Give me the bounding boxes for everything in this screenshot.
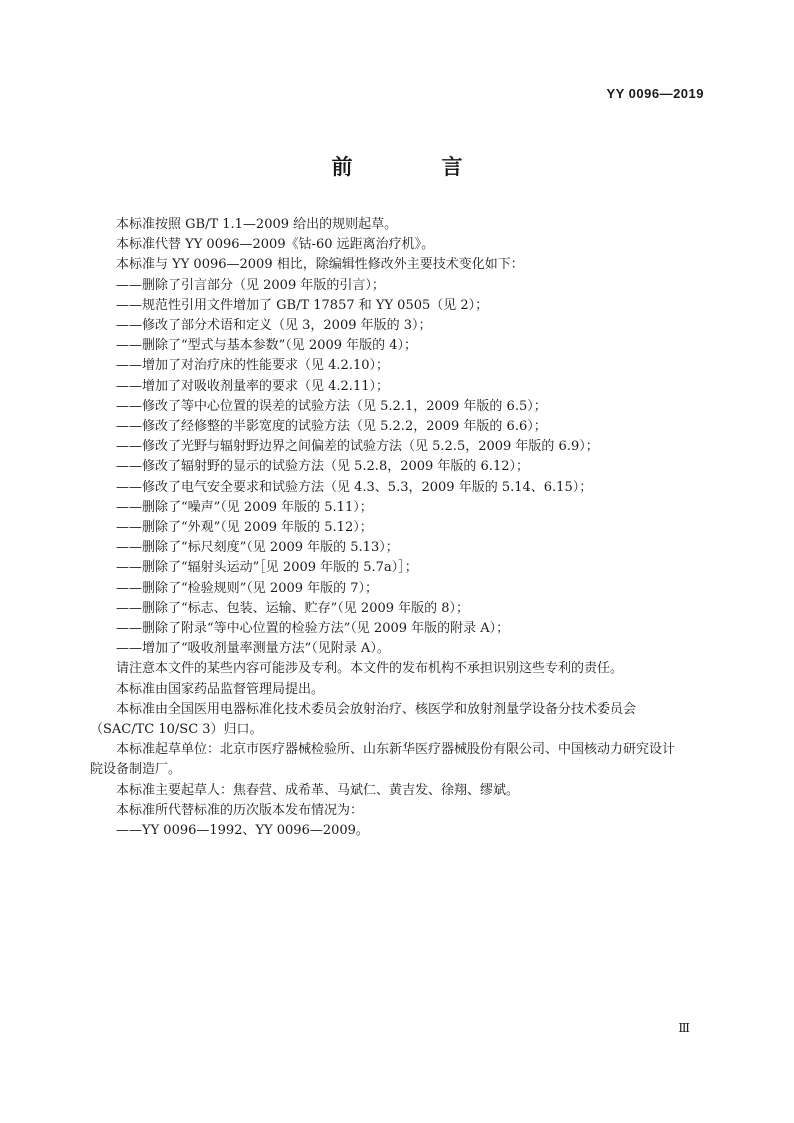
paragraph: 本标准由全国医用电器标准化技术委员会放射治疗、核医学和放射剂量学设备分技术委员会	[116, 701, 637, 717]
paragraph: 本标准按照 GB/T 1.1—2009 给出的规则起草。	[116, 217, 398, 232]
list-item: ——增加了对吸收剂量率的要求（见 4.2.11）；	[116, 378, 389, 394]
list-item: ——删除了“标志、包装、运输、贮存”（见 2009 年版的 8）；	[116, 600, 470, 616]
list-item: ——规范性引用文件增加了 GB/T 17857 和 YY 0505（见 2）；	[116, 297, 489, 313]
list-item: ——增加了对治疗床的性能要求（见 4.2.10）；	[116, 358, 389, 374]
page-number: Ⅲ	[678, 1021, 690, 1035]
foreword-body	[90, 215, 712, 841]
list-item: ——删除了“辐射头运动”［见 2009 年版的 5.7a）］；	[116, 560, 418, 576]
paragraph: 请注意本文件的某些内容可能涉及专利。本文件的发布机构不承担识别这些专利的责任。	[116, 661, 624, 677]
list-item: ——删除了“噪声”（见 2009 年版的 5.11）；	[116, 499, 373, 515]
list-item: ——修改了经修整的半影宽度的试验方法（见 5.2.2，2009 年版的 6.6）；	[116, 419, 547, 435]
list-item: ——修改了部分术语和定义（见 3，2009 年版的 3）；	[116, 318, 432, 334]
list-item: ——修改了等中心位置的误差的试验方法（见 5.2.1，2009 年版的 6.5）；	[116, 398, 547, 414]
paragraph: 本标准代替 YY 0096—2009《钴-60 远距离治疗机》。	[116, 237, 435, 253]
list-item: ——修改了电气安全要求和试验方法（见 4.3、5.3，2009 年版的 5.14、6.15）；	[116, 479, 593, 495]
list-item: ——修改了辐射野的显示的试验方法（见 5.2.8，2009 年版的 6.12）；	[116, 459, 530, 475]
paragraph: 本标准起草单位：北京市医疗器械检验所、山东新华医疗器械股份有限公司、中国核动力研究设计	[116, 742, 676, 758]
paragraph-continuation: （SAC/TC 10/SC 3）归口。	[90, 722, 263, 738]
page-title: 前 言	[331, 155, 497, 179]
paragraph-continuation: 院设备制造厂。	[90, 762, 182, 778]
list-item: ——删除了“外观”（见 2009 年版的 5.12）；	[116, 520, 373, 536]
list-item: ——修改了光野与辐射野边界之间偏差的试验方法（见 5.2.5，2009 年版的 6.9）；	[116, 439, 599, 455]
list-item: ——增加了“吸收剂量率测量方法”（见附录 A）。	[116, 641, 390, 657]
list-item: ——删除了引言部分（见 2009 年版的引言）；	[116, 277, 385, 293]
list-item: ——删除了“检验规则”（见 2009 年版的 7）；	[116, 580, 379, 596]
list-item: ——删除了“型式与基本参数”（见 2009 年版的 4）；	[116, 338, 418, 354]
list-item: ——YY 0096—1992、YY 0096—2009。	[116, 823, 369, 839]
paragraph: 本标准由国家药品监督管理局提出。	[116, 681, 325, 697]
list-item: ——删除了“标尺刻度”（见 2009 年版的 5.13）；	[116, 540, 399, 556]
list-item: ——删除了附录“等中心位置的检验方法”（见 2009 年版的附录 A）；	[116, 621, 510, 637]
standard-code: YY 0096—2019	[606, 86, 704, 101]
paragraph: 本标准所代替标准的历次版本发布情况为：	[116, 802, 364, 818]
paragraph: 本标准主要起草人：焦春营、成希革、马斌仁、黄吉发、徐翔、缪斌。	[116, 782, 520, 798]
paragraph: 本标准与 YY 0096—2009 相比，除编辑性修改外主要技术变化如下：	[116, 257, 524, 273]
